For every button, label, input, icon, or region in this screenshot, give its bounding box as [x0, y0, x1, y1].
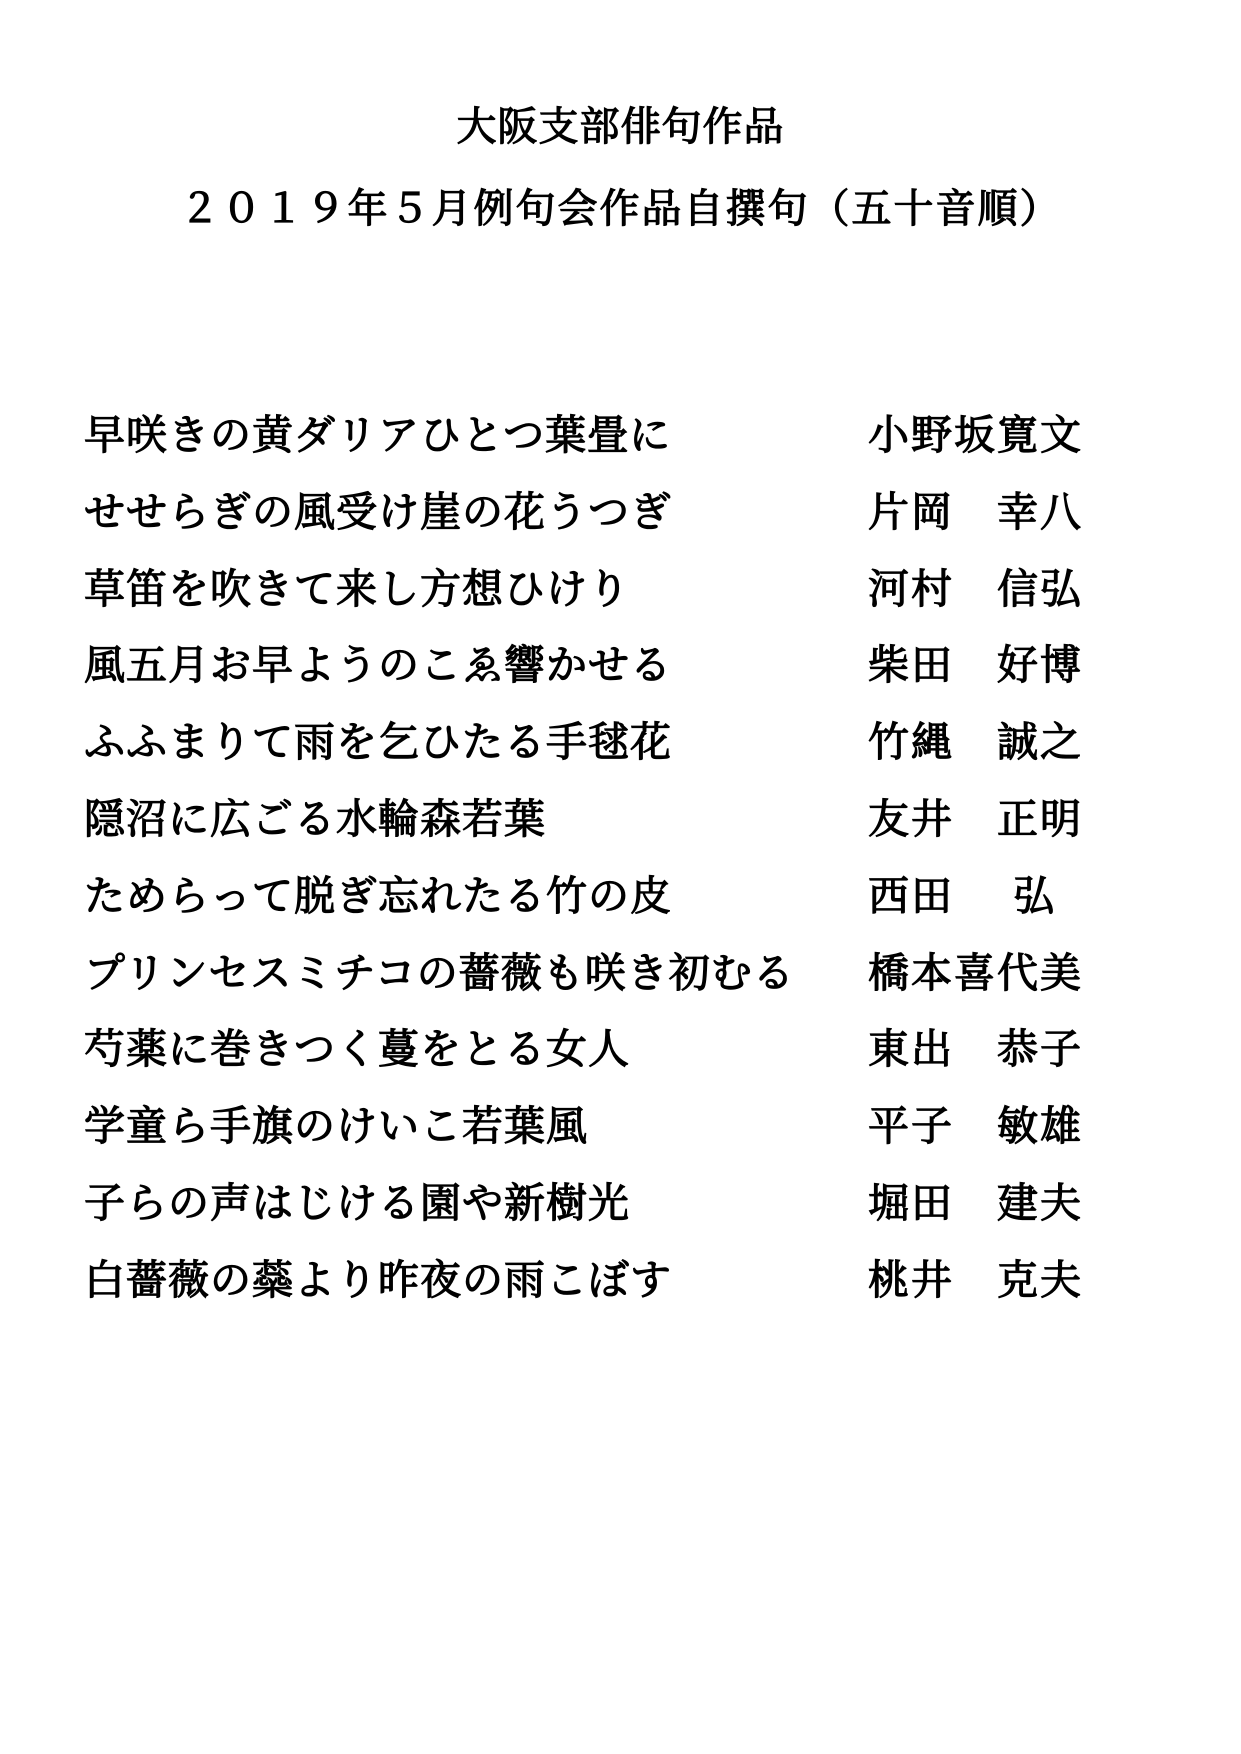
haiku-text: 隠沼に広ごる水輪森若葉	[84, 794, 546, 843]
haiku-text: せせらぎの風受け崖の花うつぎ	[84, 487, 672, 536]
haiku-text: 芍薬に巻きつく蔓をとる女人	[84, 1025, 630, 1074]
haiku-text: 早咲きの黄ダリアひとつ葉畳に	[84, 411, 672, 459]
haiku-entry	[84, 943, 1124, 1020]
author-name: 西田 弘	[868, 871, 1057, 920]
author-name: 竹縄 誠之	[868, 718, 1083, 767]
author-name: 橋本喜代美	[868, 948, 1083, 997]
haiku-text: プリンセスミチコの薔薇も咲き初むる	[84, 948, 795, 997]
haiku-entry	[84, 405, 1124, 482]
author-name: 東出 恭子	[868, 1025, 1083, 1074]
haiku-text: ためらって脱ぎ忘れたる竹の皮	[84, 871, 672, 920]
author-name: 小野坂寛文	[868, 411, 1083, 459]
haiku-text: 草笛を吹きて来し方想ひけり	[84, 564, 630, 613]
author-name: 桃井 克夫	[868, 1255, 1083, 1304]
haiku-entry	[84, 712, 1124, 789]
haiku-text: ふふまりて雨を乞ひたる手毬花	[84, 718, 672, 767]
author-name: 柴田 好博	[868, 641, 1083, 690]
haiku-entry	[84, 1250, 1124, 1327]
author-name: 友井 正明	[868, 794, 1083, 843]
haiku-text: 学童ら手旗のけいこ若葉風	[84, 1102, 588, 1151]
haiku-entry	[84, 866, 1124, 943]
haiku-entry	[84, 1096, 1124, 1173]
page-title: 大阪支部俳句作品	[456, 103, 785, 150]
page-subtitle: ２０１９年５月例句会作品自撰句（五十音順）	[179, 185, 1062, 232]
haiku-entry	[84, 559, 1124, 636]
haiku-entry	[84, 789, 1124, 866]
haiku-entry	[84, 482, 1124, 559]
haiku-list	[84, 405, 1124, 1327]
haiku-entry	[84, 1173, 1124, 1250]
haiku-text: 子らの声はじける園や新樹光	[84, 1178, 630, 1227]
author-name: 堀田 建夫	[868, 1178, 1083, 1227]
haiku-text: 白薔薇の蘂より昨夜の雨こぼす	[84, 1255, 672, 1304]
haiku-entry	[84, 1019, 1124, 1096]
author-name: 河村 信弘	[868, 564, 1083, 613]
haiku-text: 風五月お早ようのこゑ響かせる	[84, 641, 672, 690]
author-name: 平子 敏雄	[868, 1102, 1083, 1151]
author-name: 片岡 幸八	[868, 487, 1083, 536]
haiku-entry	[84, 635, 1124, 712]
